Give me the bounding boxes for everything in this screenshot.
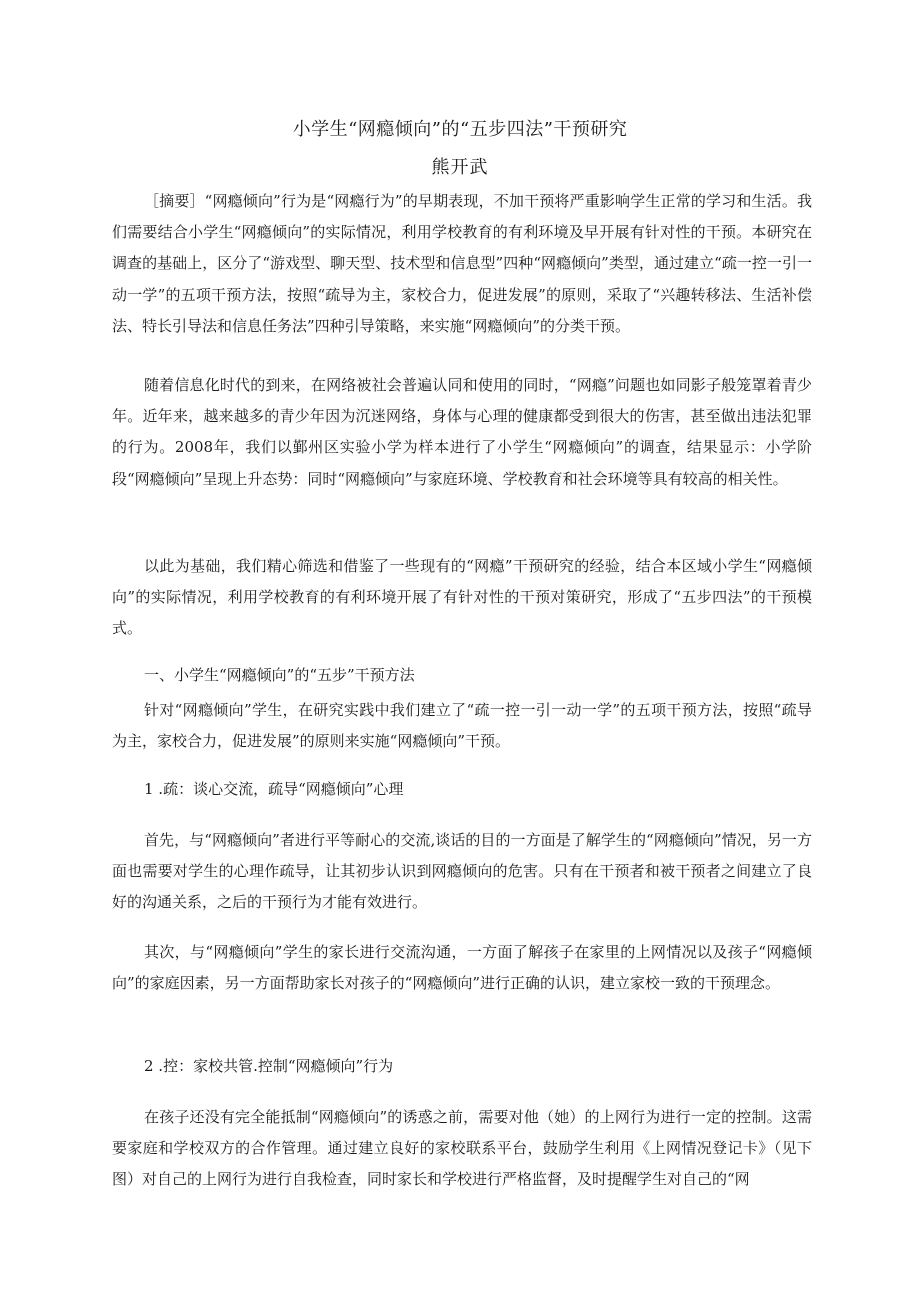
document-author: 熊开武	[431, 157, 489, 178]
document-title: 小学生“网瘾倾向”的“五步四法”干预研究	[292, 119, 628, 140]
step-1-paragraph-2: 其次，与“网瘾倾向”学生的家长进行交流沟通，一方面了解孩子在家里的上网情况以及孩子“网瘾倾向”的家庭因素，另一方面帮助家长对孩子的“网瘾倾向”进行正确的认识，建立家校一致的干预理念。	[112, 943, 812, 993]
intro-paragraph-2: 以此为基础，我们精心筛选和借鉴了一些现有的“网瘾”干预研究的经验，结合本区域小学生“网瘾倾向”的实际情况，利用学校教育的有利环境开展了有针对性的干预对策研究，形成了“五步四法”的干预模式。	[112, 557, 812, 638]
intro-paragraph-1: 随着信息化时代的到来，在网络被社会普遍认同和使用的同时，“网瘾”问题也如同影子般笼罩着青少年。近年来，越来越多的青少年因为沉迷网络，身体与心理的健康都受到很大的伤害，甚至做出违法犯罪的行为。2008年，我们以鄞州区实验小学为样本进行了小学生“网瘾倾向”的调查，结果显示：小学阶段“网瘾倾向”呈现上升态势：同时“网瘾倾向”与家庭环境、学校教育和社会环境等具有较高的相关性。	[112, 376, 812, 488]
step-2-heading: 2 .控：家校共管.控制“网瘾倾向”行为	[144, 1057, 394, 1075]
section-1-paragraph: 针对“网瘾倾向”学生，在研究实践中我们建立了“疏一控一引一动一学”的五项干预方法，按照“疏导为主，家校合力，促进发展”的原则来实施“网瘾倾向”干预。	[112, 701, 812, 751]
step-1-paragraph-1: 首先，与“网瘾倾向”者进行平等耐心的交流,谈话的目的一方面是了解学生的“网瘾倾向”情况，另一方面也需要对学生的心理作疏导，让其初步认识到网瘾倾向的危害。只有在干预者和被干预者之间建立了良好的沟通关系，之后的干预行为才能有效进行。	[112, 831, 812, 912]
step-2-paragraph: 在孩子还没有完全能抵制“网瘾倾向”的诱惑之前，需要对他（她）的上网行为进行一定的控制。这需要家庭和学校双方的合作管理。通过建立良好的家校联系平台，鼓励学生利用《上网情况登记卡》（见下图）对自己的上网行为进行自我检查，同时家长和学校进行严格监督，及时提醒学生对自己的“网	[112, 1108, 812, 1189]
step-1-heading: 1 .疏：谈心交流，疏导“网瘾倾向”心理	[144, 780, 404, 798]
abstract-paragraph: ［摘要］“网瘾倾向”行为是“网瘾行为”的早期表现，不加干预将严重影响学生正常的学习和生活。我们需要结合小学生“网瘾倾向”的实际情况，利用学校教育的有利环境及早开展有针对性的干预。本研究在调查的基础上，区分了“游戏型、聊天型、技术型和信息型”四种“网瘾倾向”类型，通过建立“疏一控一引一动一学”的五项干预方法，按照“疏导为主，家校合力，促进发展”的原则，采取了“兴趣转移法、生活补偿法、特长引导法和信息任务法”四种引导策略，来实施“网瘾倾向”的分类干预。	[112, 192, 812, 335]
section-1-heading: 一、小学生“网瘾倾向”的“五步”干预方法	[144, 666, 415, 684]
